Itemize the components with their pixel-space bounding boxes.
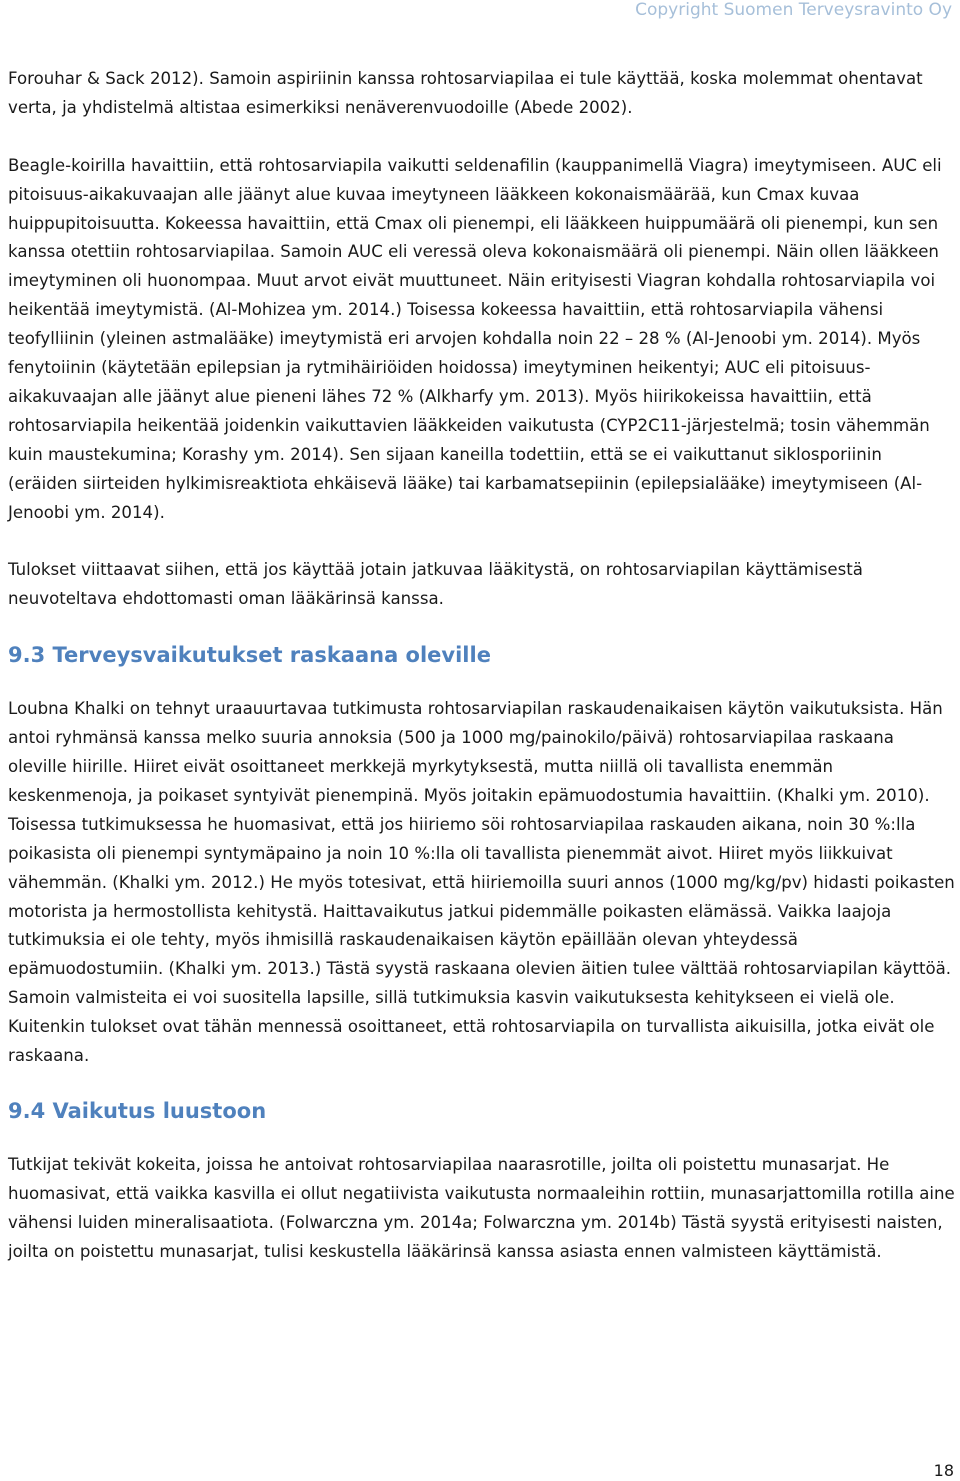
- paragraph-summary: Tulokset viittaavat siihen, että jos käyttää jotain jatkuvaa lääkitystä, on rohtosarviapilan käyttämisestä neuvoteltava ehdottomasti oman lääkärinsä kanssa.: [8, 560, 863, 609]
- copyright-header: Copyright Suomen Terveysravinto Oy: [635, 0, 952, 20]
- paragraph-pregnancy: Loubna Khalki on tehnyt uraauurtavaa tutkimusta rohtosarviapilan raskaudenaikaisen käytön vaikutuksista. Hän antoi ryhmänsä kanssa melko suuria annoksia (500 ja 1000 mg/painokilo/päivä) rohtosarviapilaa raskaana oleville hiirille. Hiiret eivät osoittaneet merkkejä myrkytyksestä, mutta niillä oli tavallista enemmän keskenmenoja, ja poikaset syntyivät pienempinä. Myös joitakin epämuodostumia havaittiin. (Khalki ym. 2010). Toisessa tutkimuksessa he huomasivat, että jos hiiriemo söi rohtosarviapilaa raskauden aikana, noin 30 %:lla poikasista oli pienempi syntymäpaino ja noin 10 %:lla oli tavallista pienemmät aivot. Hiiret myös liikkuivat vähemmän. (Khalki ym. 2012.) He myös totesivat, että hiiriemoilla suuri annos (1000 mg/kg/pv) hidasti poikasten motorista ja hermostollista kehitystä. Haittavaikutus jatkui pidemmälle poikasten elämässä. Vaikka laajoja tutkimuksia ei ole tehty, myös ihmisillä raskaudenaikaisen käytön epäillään olevan yhteydessä epämuodostumiin. (Khalki ym. 2013.) Tästä syystä raskaana olevien äitien tulee välttää rohtosarviapilan käyttöä. Samoin valmisteita ei voi suositella lapsille, sillä tutkimuksia kasvin vaikutuksesta kehitykseen ei vielä ole. Kuitenkin tulokset ovat tähän mennessä osoittaneet, että rohtosarviapila on turvallista aikuisilla, jotka eivät ole raskaana.: [8, 699, 955, 1066]
- paragraph-continuation: Forouhar & Sack 2012). Samoin aspiriinin kanssa rohtosarviapilaa ei tule käyttää, koska molemmat ohentavat verta, ja yhdistelmä altistaa esimerkiksi nenäverenvuodoille (Abede 2002).: [8, 69, 923, 117]
- document-body: [8, 65, 956, 1267]
- page-number: 18: [933, 1461, 954, 1480]
- paragraph-bones: Tutkijat tekivät kokeita, joissa he antoivat rohtosarviapilaa naarasrotille, joilta oli poistettu munasarjat. He huomasivat, että vaikka kasvilla ei ollut negatiivista vaikutusta normaaleihin rottiin, munasarjattomilla rotilla aine vähensi luiden mineralisaatiota. (Folwarczna ym. 2014a; Folwarczna ym. 2014b) Tästä syystä erityisesti naisten, joilta on poistettu munasarjat, tulisi keskustella lääkärinsä kanssa asiasta ennen valmisteen käyttämistä.: [8, 1154, 955, 1261]
- paragraph-drug-interactions: Beagle-koirilla havaittiin, että rohtosarviapila vaikutti seldenafilin (kauppanimellä Viagra) imeytymiseen. AUC eli pitoisuus-aikakuvaajan alle jäänyt alue kuvaa imeytyneen lääkkeen kokonaismäärää, kun Cmax kuvaa huippupitoisuutta. Kokeessa havaittiin, että Cmax oli pienempi, eli lääkkeen huippumäärä oli pienempi, kun sen kanssa otettiin rohtosarviapilaa. Samoin AUC eli veressä oleva kokonaismäärä oli pienempi. Näin ollen lääkkeen imeytyminen oli huonompaa. Muut arvot eivät muuttuneet. Näin erityisesti Viagran kohdalla rohtosarviapila voi heikentää imeytymistä. (Al-Mohizea ym. 2014.) Toisessa kokeessa havaittiin, että rohtosarviapila vähensi teofylliinin (yleinen astmalääke) imeytymistä eri arvojen kohdalla noin 22 – 28 % (Al-Jenoobi ym. 2014). Myös fenytoiinin (käytetään epilepsian ja rytmihäiriöiden hoidossa) imeytyminen heikentyi; AUC eli pitoisuus-aikakuvaajan alle jäänyt alue pieneni lähes 72 % (Alkharfy ym. 2013). Myös hiirikokeissa havaittiin, että rohtosarviapila heikentää joidenkin vaikuttavien lääkkeiden vaikutusta (CYP2C11-järjestelmä; tosin vähemmän kuin maustekumina; Korashy ym. 2014). Sen sijaan kaneilla todettiin, että se ei vaikuttanut siklosporiinin (eräiden siirteiden hylkimisreaktiota ehkäisevä lääke) tai karbamatsepiinin (epilepsialääke) imeytymiseen (Al-Jenoobi ym. 2014).: [8, 155, 942, 522]
- section-heading-pregnancy: 9.3 Terveysvaikutukset raskaana oleville: [8, 643, 491, 668]
- section-heading-bones: 9.4 Vaikutus luustoon: [8, 1098, 267, 1123]
